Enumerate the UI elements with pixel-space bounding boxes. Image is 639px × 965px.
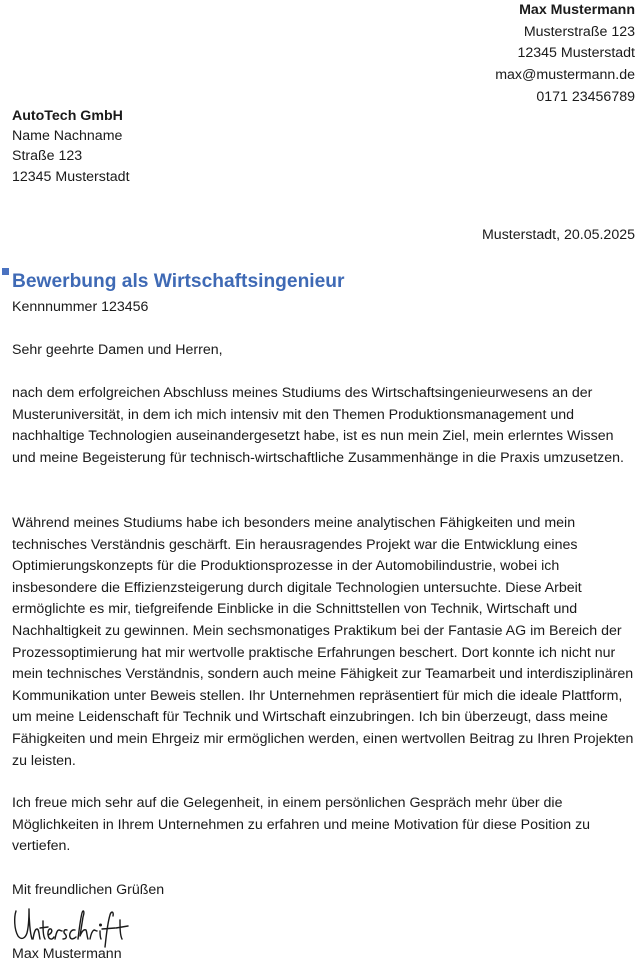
recipient-company: AutoTech GmbH [12,108,123,124]
sender-name: Max Mustermann [519,2,635,18]
subject-heading: Bewerbung als Wirtschaftsingenieur [12,271,345,292]
salutation: Sehr geehrte Damen und Herren, [12,342,223,358]
letter-date: Musterstadt, 20.05.2025 [481,227,635,243]
sender-street: Musterstraße 123 [523,23,635,40]
sender-email: max@mustermann.de [495,67,635,84]
paragraph-intro [12,383,636,469]
signature-name: Max Mustermann [12,946,122,962]
paragraph-main [12,513,636,772]
paragraph-text: Während meines Studiums habe ich besonders meine analytischen Fähigkeiten und mein technisches Verständnis geschärft. Ein herausragendes Projekt war die Entwicklung eines Optimierungskonzepts für die Produktionsprozesse in der Automobilindustrie, wobei ich insbesondere die Effizienzsteigerung durch digitale Technologien untersuchte. Diese Arbeit ermöglichte es mir, tiefgreifende Einblicke in die Schnittstellen von Technik, Wirtschaft und Nachhaltigkeit zu gewinnen. Mein sechsmonatiges Praktikum bei der Fantasie AG im Bereich der Prozessoptimierung hat mir wertvolle praktische Erfahrungen beschert. Dort konnte ich nicht nur mein technisches Verständnis, sondern auch meine Fähigkeit zur Teamarbeit und interdisziplinären Kommunikation unter Beweis stellen. Ihr Unternehmen repräsentiert für mich die ideale Plattform, um meine Leidenschaft für Technik und Wirtschaft einzubringen. Ich bin überzeugt, dass meine Fähigkeiten und mein Ehrgeiz mir ermöglichen werden, einen wertvollen Beitrag zu Ihren Projekten zu leisten. [12,515,634,769]
sender-block [495,0,635,109]
subject-marker [2,268,9,275]
recipient-block [12,106,130,187]
signature-image [12,903,142,949]
paragraph-text: nach dem erfolgreichen Abschluss meines Studiums des Wirtschaftsingenieurwesens an der Musteruniversität, in dem ich mich intensiv mit den Themen Produktionsmanagement und nachhaltige Technologien auseinandergesetzt habe, ist es nun mein Ziel, mein erlerntes Wissen und meine Begeisterung für technisch-wirtschaftliche Zusammenhänge in die Praxis umzusetzen. [12,385,624,466]
recipient-city: 12345 Musterstadt [12,168,130,185]
paragraph-text: Ich freue mich sehr auf die Gelegenheit, in einem persönlichen Gespräch mehr über die Möglichkeiten in Ihrem Unternehmen zu erfahren und meine Motivation für diese Position zu vertiefen. [12,795,591,855]
sender-city: 12345 Musterstadt [517,45,635,62]
paragraph-outro [12,793,636,858]
recipient-contact: Name Nachname [12,128,123,145]
signature [12,903,142,949]
recipient-street: Straße 123 [12,148,83,165]
reference-number: Kennnummer 123456 [12,299,149,315]
closing-phrase: Mit freundlichen Grüßen [12,882,165,898]
sender-phone: 0171 23456789 [536,88,635,105]
